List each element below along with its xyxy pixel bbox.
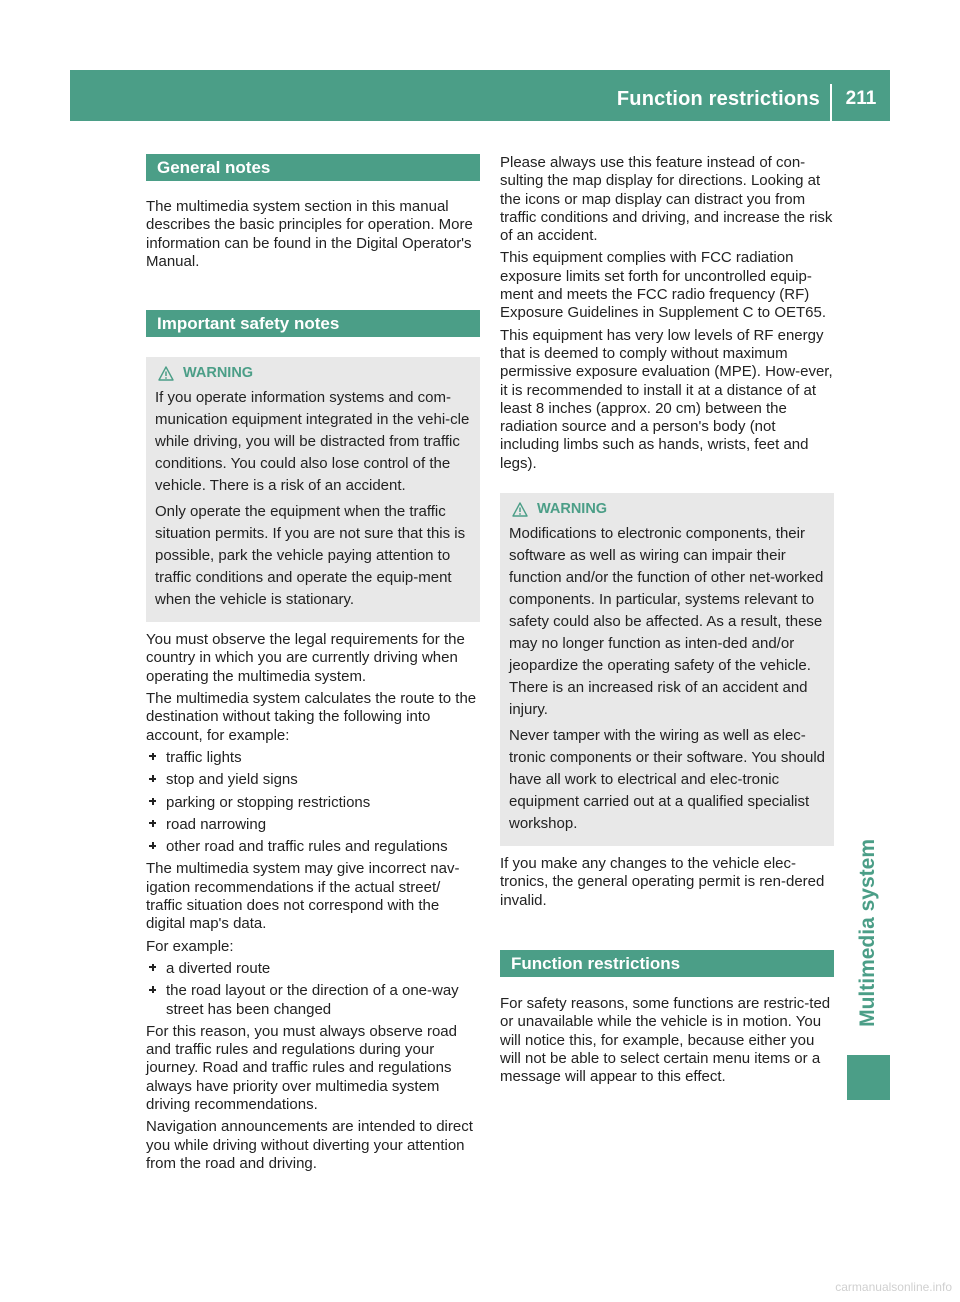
side-tab-label: Multimedia system [856, 839, 880, 1027]
example-list [146, 960, 480, 1019]
list-item: stop and yield signs [146, 771, 480, 789]
list-item: parking or stopping restrictions [146, 794, 480, 812]
body-paragraph: You must observe the legal requirements for the country in which you are currently driving when operating the multimedia system. [146, 631, 465, 685]
right-column [500, 154, 834, 1090]
header-title: Function restrictions [616, 88, 820, 110]
list-item: road narrowing [146, 816, 480, 834]
warning-box [500, 493, 834, 846]
warning-header [509, 498, 827, 520]
warning-title: WARNING [183, 365, 254, 382]
general-notes-heading: General notes [146, 154, 480, 181]
body-paragraph: This equipment complies with FCC radiation exposure limits set forth for uncontrolled equip-ment and meets the FCC radio frequency (RF) Exposure Guidelines in Supplement C to OET65. [500, 249, 827, 322]
body-paragraph: The multimedia system calculates the route to the destination without taking the following into account, for example: [146, 690, 477, 744]
warning-text: Never tamper with the wiring as well as elec-tronic components or their software. You should have all work to electrical and elec-tronic equipment carried out at a qualified specialist workshop. [509, 727, 826, 833]
body-paragraph: This equipment has very low levels of RF energy that is deemed to comply without maximum permissive exposure evaluation (MPE). How-ever, it is recommended to install it at a distance of at least 8 inches (approx. 20 cm) between the radiation source and a person's body (not including limbs such as hands, wrists, feet and legs). [500, 326, 833, 472]
warning-header [155, 362, 473, 384]
warning-box [146, 357, 480, 622]
warning-icon [512, 502, 528, 517]
warning-text: Modifications to electronic components, their software as well as wiring can impair their function and/or the function of other net-worked components. In particular, systems relevant to safety could also be affected. As a result, these may no longer function as inten-ded and/or jeopardize the operating safety of the vehicle. There is an increased risk of an accident and injury. [509, 525, 824, 719]
body-paragraph: For safety reasons, some functions are restric-ted or unavailable while the vehicle is in motion. You will notice this, for example, because either you will not be able to select certain menu items or a message will appear to this effect. [500, 994, 831, 1086]
side-tab [847, 828, 890, 1038]
page-number: 211 [845, 88, 877, 109]
general-notes-text: The multimedia system section in this manual describes the basic principles for operation. More information can be found in the Digital Operator's Manual. [146, 198, 473, 270]
left-column [146, 154, 480, 1177]
body-paragraph: Navigation announcements are intended to direct you while driving without diverting your attention from the road and driving. [146, 1118, 473, 1172]
warning-text: If you operate information systems and com-munication equipment integrated in the vehi-cle while driving, you will be distracted from traffic conditions. You could also lose control of the vehicle. There is a risk of an accident. [155, 389, 470, 495]
safety-notes-heading: Important safety notes [146, 310, 480, 337]
list-item: traffic lights [146, 749, 480, 767]
watermark: carmanualsonline.info [835, 1279, 952, 1294]
body-paragraph: The multimedia system may give incorrect nav-igation recommendations if the actual street/ traffic situation does not correspond with the digital map's data. [146, 860, 460, 933]
function-restrictions-heading: Function restrictions [500, 950, 834, 977]
warning-title: WARNING [537, 501, 608, 518]
route-factors-list [146, 749, 480, 856]
page-header-bar [70, 70, 890, 121]
body-paragraph: For example: [146, 937, 234, 955]
list-item: other road and traffic rules and regulations [146, 838, 480, 856]
warning-icon [158, 366, 174, 381]
list-item: the road layout or the direction of a one-way street has been changed [146, 982, 480, 1019]
body-paragraph: Please always use this feature instead of con-sulting the map display for directions. Looking at the icons or map display can distract you from traffic conditions and driving, and increase the risk of an accident. [500, 154, 833, 245]
body-paragraph: For this reason, you must always observe road and traffic rules and regulations during your journey. Road and traffic rules and regulations always have priority over multimedia system driving recommendations. [146, 1022, 457, 1114]
warning-text: Only operate the equipment when the traffic situation permits. If you are not sure that this is possible, park the vehicle paying attention to traffic conditions and operate the equip-ment when the vehicle is stationary. [155, 503, 466, 609]
list-item: a diverted route [146, 960, 480, 978]
side-tab-marker [847, 1055, 890, 1100]
body-paragraph: If you make any changes to the vehicle elec-tronics, the general operating permit is ren-dered invalid. [500, 855, 825, 909]
